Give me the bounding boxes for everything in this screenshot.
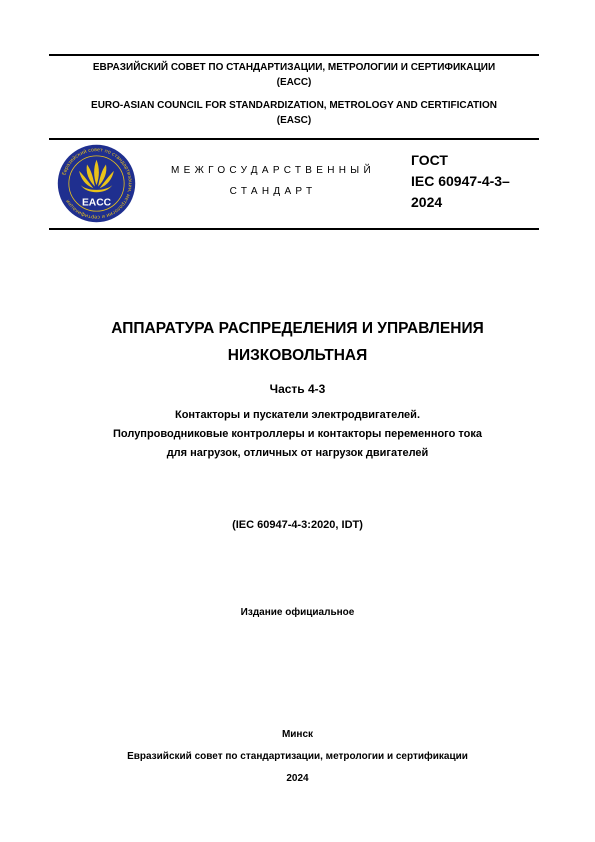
svg-text:Евразийский совет по стандарти: Евразийский совет по стандартизации, метрологии и сертификации — [61, 147, 133, 220]
council-abbr-ru: (ЕАСС) — [276, 77, 312, 88]
header-middle-rule — [49, 138, 539, 140]
document-title — [0, 319, 595, 366]
subtitle — [0, 408, 595, 461]
standard-type-line2: СТАНДАРТ — [229, 186, 317, 197]
title-line2: НИЗКОВОЛЬТНАЯ — [227, 347, 368, 364]
easc-logo — [57, 144, 136, 223]
footer-city: Минск — [281, 729, 314, 740]
council-abbr-en: (EASC) — [276, 115, 312, 126]
header-bottom-rule — [49, 228, 539, 230]
subtitle-line1: Контакторы и пускатели электродвигателей. — [174, 409, 420, 421]
edition-label: Издание официальное — [240, 607, 355, 618]
gost-line3: 2024 — [411, 194, 443, 210]
footer-publisher: Евразийский совет по стандартизации, метрологии и сертификации — [127, 751, 468, 762]
gost-line2: IEC 60947-4-3– — [411, 173, 510, 189]
title-line1: АППАРАТУРА РАСПРЕДЕЛЕНИЯ И УПРАВЛЕНИЯ — [111, 320, 484, 337]
subtitle-line3: для нагрузок, отличных от нагрузок двигателей — [166, 447, 429, 459]
council-name-en-line1: EURO-ASIAN COUNCIL FOR STANDARDIZATION, METROLOGY AND CERTIFICATION — [91, 100, 497, 111]
iec-reference: (IEC 60947-4-3:2020, IDT) — [232, 519, 363, 531]
gost-line1: ГОСТ — [411, 152, 448, 168]
council-name-en — [49, 98, 539, 128]
footer — [0, 728, 595, 786]
part-number: Часть 4-3 — [269, 382, 326, 396]
footer-year: 2024 — [286, 773, 309, 784]
subtitle-line2: Полупроводниковые контроллеры и контакторы переменного тока — [113, 428, 482, 440]
council-name-ru-line1: ЕВРАЗИЙСКИЙ СОВЕТ ПО СТАНДАРТИЗАЦИИ, МЕТРОЛОГИИ И СЕРТИФИКАЦИИ — [92, 62, 496, 73]
standard-type-line1: МЕЖГОСУДАРСТВЕННЫЙ — [171, 165, 375, 176]
header-top-rule — [49, 54, 539, 56]
logo-label: EACC — [81, 197, 112, 209]
gost-designation — [411, 150, 510, 213]
council-name-ru — [49, 60, 539, 90]
